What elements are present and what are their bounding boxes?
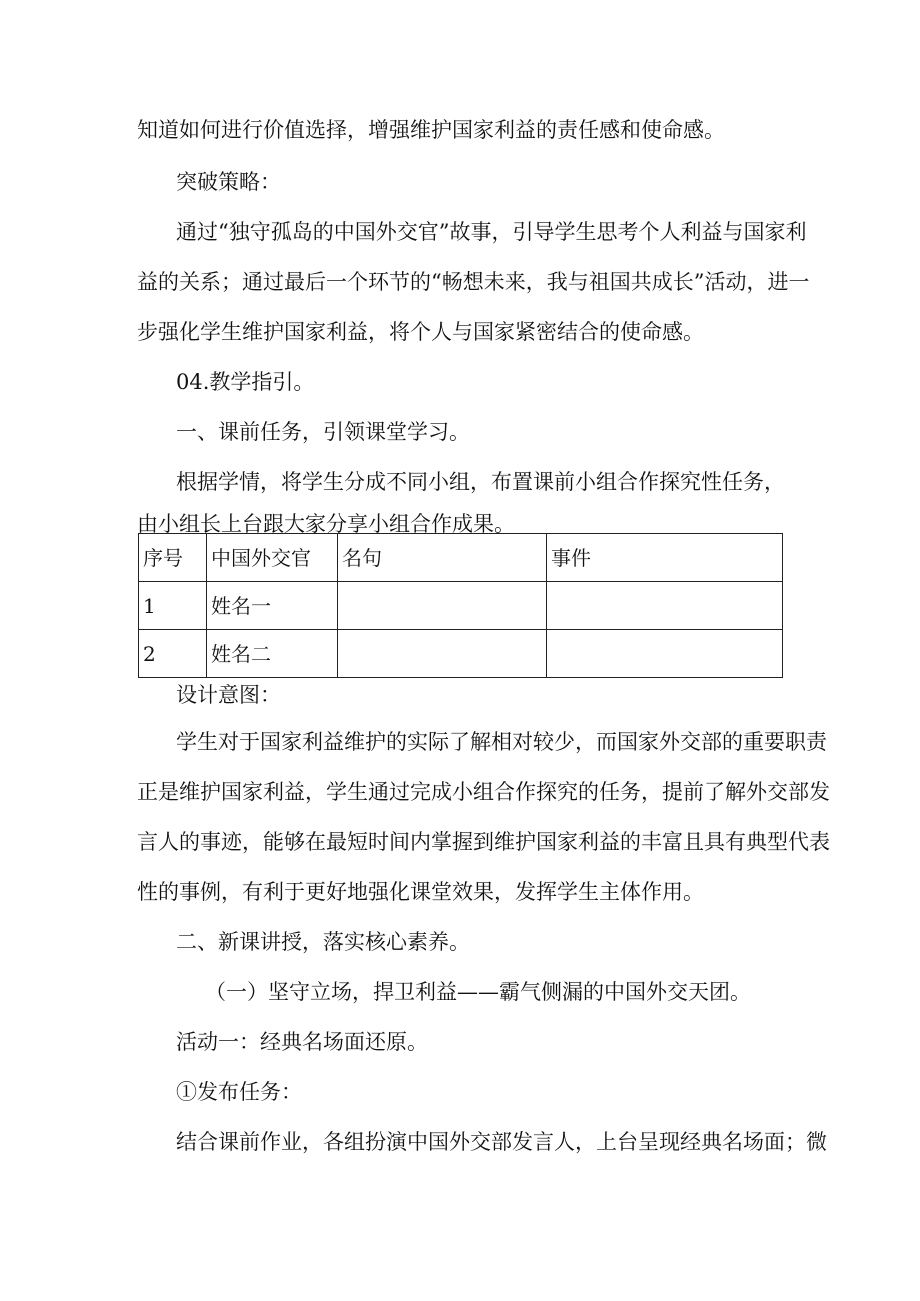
text-line: 由小组长上台跟大家分享小组合作成果。: [137, 512, 515, 536]
table-cell: 姓名一: [207, 582, 338, 630]
text-line: 通过“独守孤岛的中国外交官”故事，引导学生思考个人利益与国家利: [176, 220, 807, 244]
table-row: [139, 630, 783, 678]
table-header-cell: 中国外交官: [207, 534, 338, 582]
text-line: ①发布任务：: [176, 1080, 302, 1104]
table-cell: [547, 630, 783, 678]
text-line: 结合课前作业，各组扮演中国外交部发言人，上台呈现经典名场面；微: [176, 1130, 827, 1154]
table-cell: 1: [139, 582, 207, 630]
table-cell: 2: [139, 630, 207, 678]
text-line: 步强化学生维护国家利益，将个人与国家紧密结合的使命感。: [137, 320, 704, 344]
table-header-cell: 名句: [338, 534, 547, 582]
text-line: 活动一：经典名场面还原。: [176, 1030, 428, 1054]
text-line: 正是维护国家利益，学生通过完成小组合作探究的任务，提前了解外交部发: [137, 780, 830, 804]
text-line: 知道如何进行价值选择，增强维护国家利益的责任感和使命感。: [137, 118, 725, 142]
section-heading: 04.教学指引。: [176, 370, 315, 394]
text-line: 学生对于国家利益维护的实际了解相对较少，而国家外交部的重要职责: [176, 730, 827, 754]
table-cell: [338, 630, 547, 678]
text-line: 益的关系；通过最后一个环节的“畅想未来，我与祖国共成长”活动，进一: [137, 270, 810, 294]
table-cell: 姓名二: [207, 630, 338, 678]
text-line: 根据学情，将学生分成不同小组，布置课前小组合作探究性任务，: [176, 470, 785, 494]
table-header-row: [139, 534, 783, 582]
section-heading: 一、课前任务，引领课堂学习。: [176, 420, 470, 444]
section-heading: （一）坚守立场，捍卫利益——霸气侧漏的中国外交天团。: [205, 980, 751, 1004]
table-row: [139, 582, 783, 630]
diplomat-table: [138, 533, 783, 678]
table-cell: [547, 582, 783, 630]
text-line: 性的事例，有利于更好地强化课堂效果，发挥学生主体作用。: [137, 880, 704, 904]
text-line: 言人的事迹，能够在最短时间内掌握到维护国家利益的丰富且具有典型代表: [137, 830, 830, 854]
text-line: 突破策略：: [176, 170, 281, 194]
table-cell: [338, 582, 547, 630]
table-header-cell: 事件: [547, 534, 783, 582]
table-header-cell: 序号: [139, 534, 207, 582]
text-line: 设计意图：: [176, 683, 281, 707]
section-heading: 二、新课讲授，落实核心素养。: [176, 930, 470, 954]
